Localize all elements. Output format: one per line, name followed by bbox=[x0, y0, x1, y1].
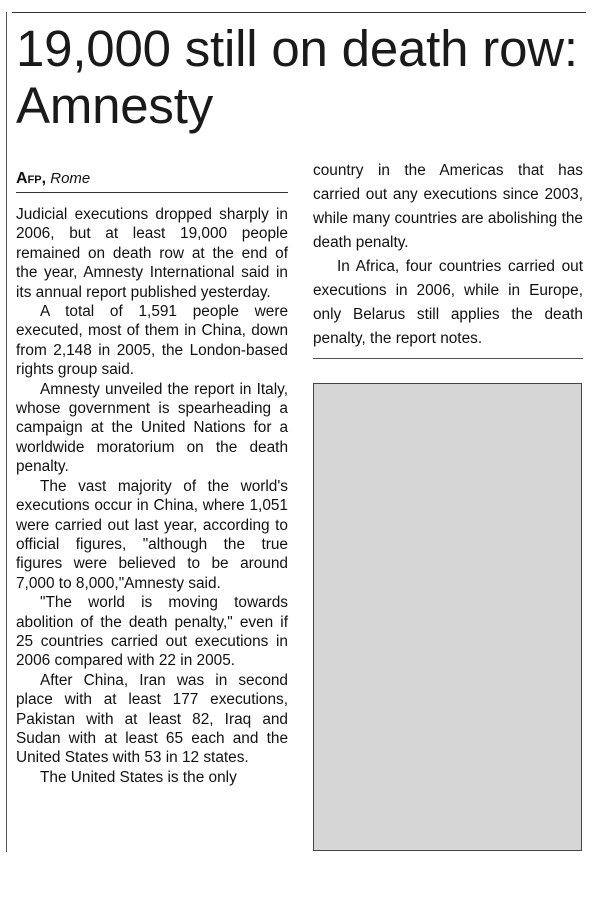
paragraph: After China, Iran was in second place with at least 177 executions, Pakistan with at least 82, Iraq and Sudan with at least 65 each and the United States with 53 in 12 states. bbox=[16, 671, 288, 767]
photo-placeholder bbox=[313, 383, 582, 851]
article-body-right-column bbox=[313, 159, 583, 351]
paragraph: In Africa, four countries carried out executions in 2006, while in Europe, only Belarus still applies the death penalty, the report notes. bbox=[313, 258, 583, 347]
paragraph: The United States is the only bbox=[40, 768, 237, 786]
byline-city: Rome bbox=[50, 170, 91, 187]
byline-agency: Afp, bbox=[16, 170, 47, 187]
byline-rule bbox=[16, 192, 288, 193]
top-rule bbox=[12, 12, 586, 13]
article-end-rule bbox=[313, 358, 583, 359]
paragraph: Judicial executions dropped sharply in 2006, but at least 19,000 people remained on death row at the end of the year, Amnesty International said in its annual report published yesterday. bbox=[16, 206, 288, 301]
paragraph: A total of 1,591 people were executed, most of them in China, down from 2,148 in 2005, the London-based rights group said. bbox=[16, 303, 288, 379]
article-body-left-column bbox=[16, 205, 288, 787]
left-column-rule bbox=[6, 12, 7, 852]
paragraph: country in the Americas that has carried out any executions since 2003, while many countries are abolishing the death penalty. bbox=[313, 162, 583, 251]
paragraph: "The world is moving towards abolition of the death penalty," even if 25 countries carried out executions in 2006 compared with 22 in 2005. bbox=[16, 594, 288, 670]
paragraph: The vast majority of the world's executions occur in China, where 1,051 were carried out last year, according to official figures, "although the true figures were believed to be around 7,000 to 8,000,"Amnesty said. bbox=[16, 477, 288, 592]
byline bbox=[16, 170, 288, 188]
headline: 19,000 still on death row: Amnesty bbox=[16, 20, 578, 134]
paragraph: Amnesty unveiled the report in Italy, whose government is spearheading a campaign at the United Nations for a worldwide moratorium on the death penalty. bbox=[16, 380, 288, 476]
